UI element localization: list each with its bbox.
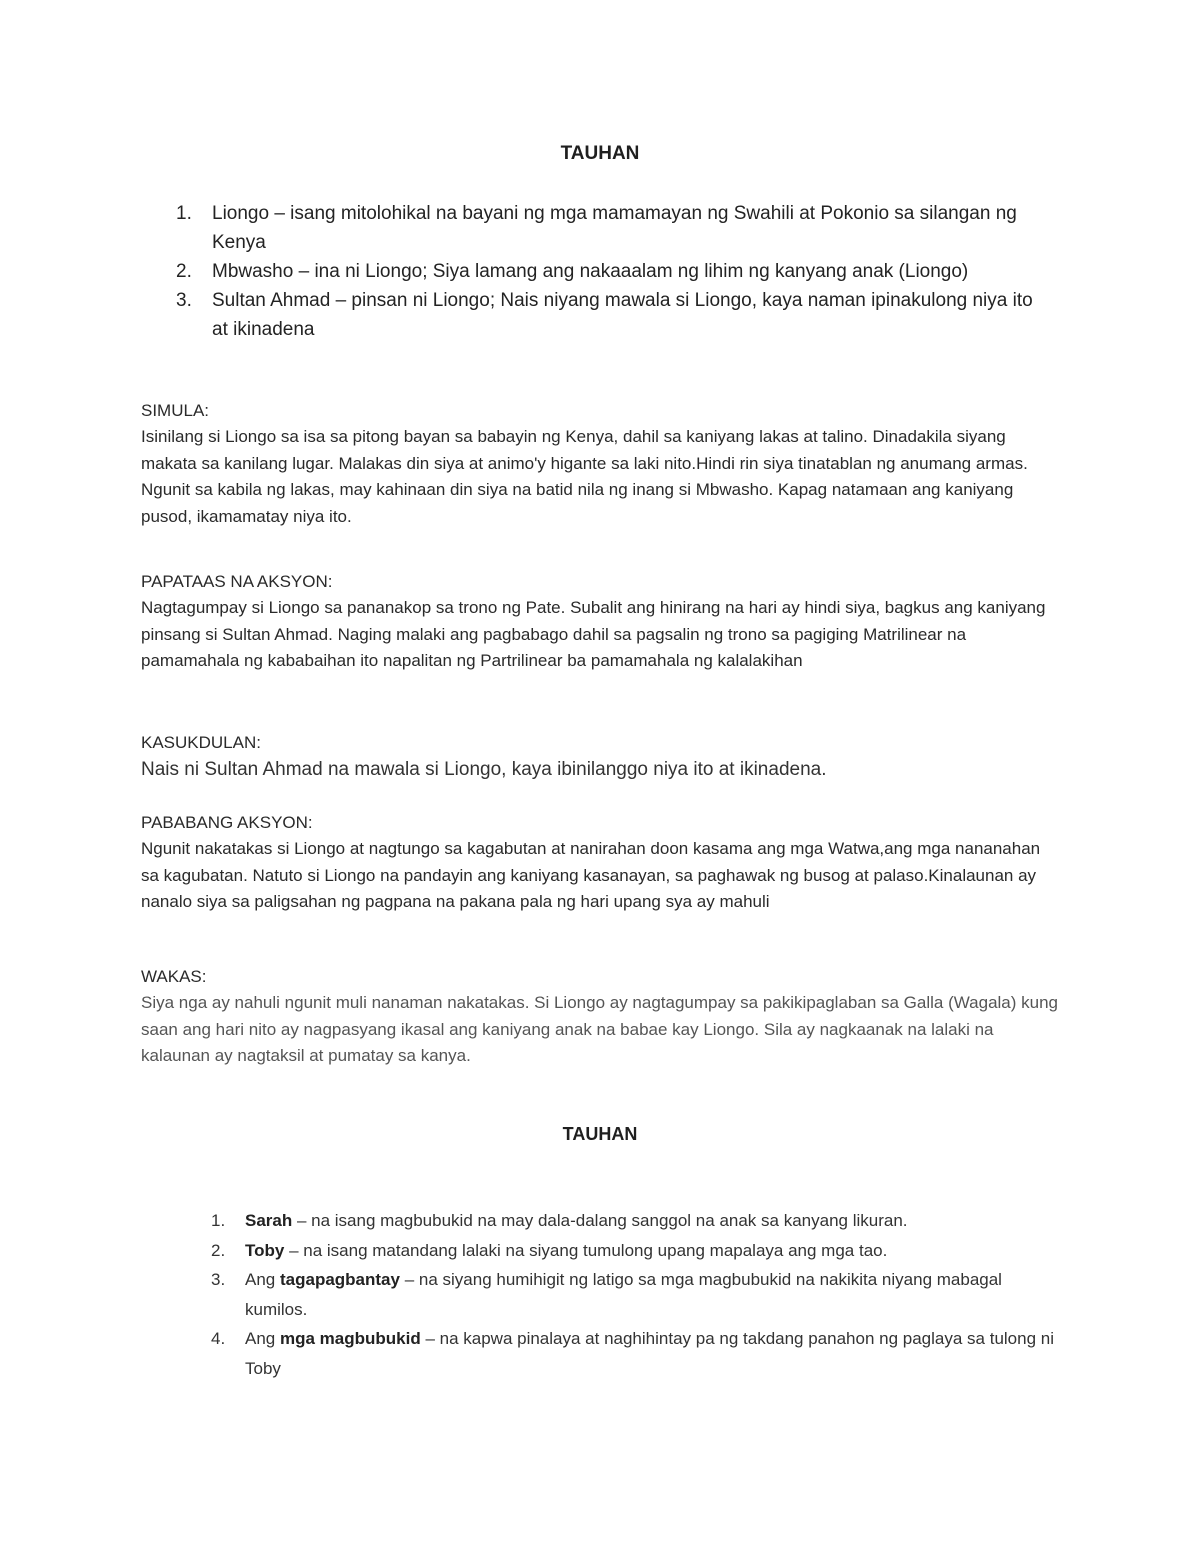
list-number: 3.	[176, 290, 192, 311]
list-item-text: – na isang matandang lalaki na siyang tumulong upang mapalaya ang mga tao.	[284, 1240, 888, 1260]
title-tauhan-1: TAUHAN	[560, 143, 640, 164]
list-number: 1.	[176, 203, 192, 224]
section-heading-papataas: PAPATAAS NA AKSYON:	[141, 572, 333, 591]
list-number: 3.	[211, 1270, 226, 1289]
section-text-kasukdulan: Nais ni Sultan Ahmad na mawala si Liongo, kaya ibinilanggo niya ito at ikinadena.	[141, 759, 827, 780]
section-heading-kasukdulan: KASUKDULAN:	[141, 733, 261, 752]
list-item-text: Sultan Ahmad – pinsan ni Liongo; Nais niyang mawala si Liongo, kaya naman ipinakulong niya ito at ikinadena	[212, 290, 1033, 340]
section-text-wakas: Siya nga ay nahuli ngunit muli nanaman nakatakas. Si Liongo ay nagtagumpay sa pakikipaglaban sa Galla (Wagala) kung saan ang hari nito ay nagpasyang ikasal ang kaniyang anak na babae kay Liongo. Sila ay nagkaanak na lalaki na kalaunan ay nagtaksil at pumatay sa kanya.	[141, 993, 1059, 1065]
list-item	[170, 257, 1050, 286]
list-item	[170, 199, 1050, 257]
list-item	[170, 286, 1050, 344]
list-item	[205, 1265, 1065, 1324]
section-heading-wakas: WAKAS:	[141, 967, 207, 986]
list-number: 1.	[211, 1211, 226, 1230]
section-kasukdulan	[141, 730, 1061, 784]
character-name: Toby	[245, 1240, 285, 1260]
list-item-text: – na siyang humihigit ng latigo sa mga magbubukid na nakikita niyang mabagal kumilos.	[245, 1270, 1002, 1319]
character-name: mga magbubukid	[279, 1329, 421, 1348]
characters-list-1	[170, 199, 1050, 344]
list-item-text: – na kapwa pinalaya at naghihintay pa ng takdang panahon ng paglaya sa tulong ni Toby	[245, 1329, 1054, 1378]
list-item-prefix: Ang	[245, 1270, 280, 1289]
character-name: Sarah	[245, 1211, 293, 1230]
list-item-prefix: Ang	[245, 1329, 280, 1348]
list-number: 2.	[176, 261, 192, 282]
section-heading-simula: SIMULA:	[141, 401, 210, 420]
section-papataas	[141, 569, 1061, 675]
list-item-text: Mbwasho – ina ni Liongo; Siya lamang ang nakaaalam ng lihim ng kanyang anak (Liongo)	[212, 261, 969, 282]
section-text-papataas: Nagtagumpay si Liongo sa pananakop sa trono ng Pate. Subalit ang hinirang na hari ay hindi siya, bagkus ang kaniyang pinsang si Sultan Ahmad. Naging malaki ang pagbabago dahil sa pagsalin ng trono sa pagiging Matrilinear na pamamahala ng kababaihan ito napalitan ng Partrilinear ba pamamahala ng kalalakihan	[141, 598, 1046, 670]
character-name: tagapagbantay	[279, 1270, 400, 1289]
list-number: 2.	[211, 1240, 226, 1260]
section-heading-pababang: PABABANG AKSYON:	[141, 813, 313, 832]
list-number: 4.	[211, 1329, 226, 1348]
section-wakas	[141, 964, 1061, 1070]
list-item	[205, 1324, 1065, 1383]
list-item	[205, 1236, 1065, 1266]
section-simula	[141, 398, 1061, 530]
characters-list-2	[205, 1206, 1065, 1383]
section-pababang	[141, 810, 1061, 916]
section-text-simula: Isinilang si Liongo sa isa sa pitong bayan sa babayin ng Kenya, dahil sa kaniyang lakas at talino. Dinadakila siyang makata sa kanilang lugar. Malakas din siya at animo'y higante sa laki nito.Hindi rin siya tinatablan ng anumang armas. Ngunit sa kabila ng lakas, may kahinaan din siya na batid nila ng inang si Mbwasho. Kapag natamaan ang kaniyang pusod, ikamamatay niya ito.	[141, 427, 1028, 526]
list-item-text: – na isang magbubukid na may dala-dalang sanggol na anak sa kanyang likuran.	[292, 1211, 908, 1230]
list-item-text: Liongo – isang mitolohikal na bayani ng mga mamamayan ng Swahili at Pokonio sa silangan ng Kenya	[212, 203, 1017, 253]
list-item	[205, 1206, 1065, 1236]
title-tauhan-2: TAUHAN	[562, 1124, 638, 1144]
section-text-pababang: Ngunit nakatakas si Liongo at nagtungo sa kagabutan at nanirahan doon kasama ang mga Watwa,ang mga nananahan sa kagubatan. Natuto si Liongo na pandayin ang kaniyang kasanayan, sa paghawak ng busog at palaso.Kinalaunan ay nanalo siya sa paligsahan ng pagpana na pakana pala ng hari upang sya ay mahuli	[141, 839, 1041, 911]
